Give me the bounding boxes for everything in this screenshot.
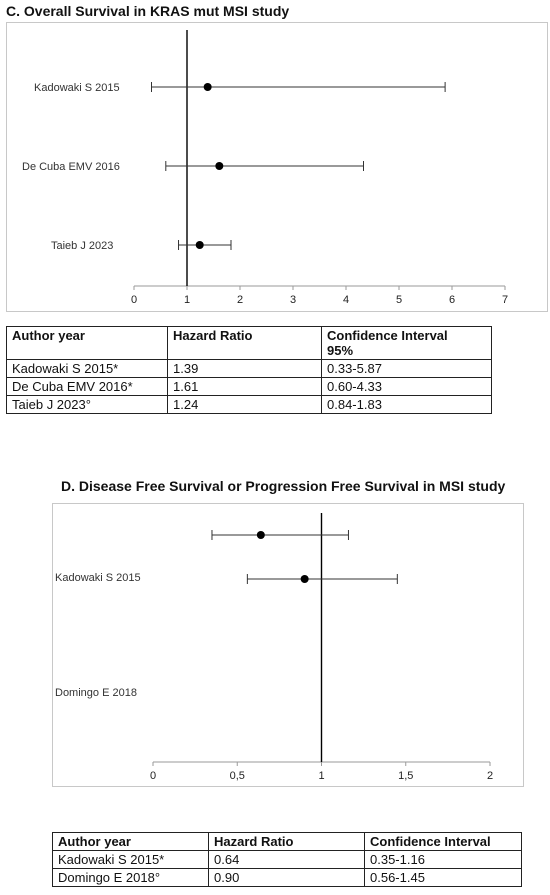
x-tick-label: 7 <box>501 294 509 306</box>
table-cell: 1.24 <box>168 396 322 414</box>
table-header: Author year <box>53 833 209 851</box>
panel-c-title: C. Overall Survival in KRAS mut MSI study <box>6 3 290 19</box>
table-header: Author year <box>7 327 168 360</box>
table-row <box>7 378 492 396</box>
x-tick-label: 1 <box>318 770 325 782</box>
table-row <box>53 851 522 869</box>
table-cell: Kadowaki S 2015* <box>53 851 209 869</box>
x-tick-label: 0,5 <box>229 770 245 782</box>
table-cell: Kadowaki S 2015* <box>7 360 168 378</box>
table-header: Hazard Ratio <box>209 833 365 851</box>
hazard-ratio-point <box>215 162 223 170</box>
table-cell: 0.33-5.87 <box>322 360 492 378</box>
x-tick-label: 0 <box>130 294 138 306</box>
panel-c-forest-plot <box>0 0 550 320</box>
table-cell: 0.90 <box>209 869 365 887</box>
table-cell: Domingo E 2018° <box>53 869 209 887</box>
x-tick-label: 4 <box>342 294 350 306</box>
study-label: Kadowaki S 2015 <box>55 572 141 584</box>
table-cell: 0.60-4.33 <box>322 378 492 396</box>
table-cell: 1.39 <box>168 360 322 378</box>
table-cell: De Cuba EMV 2016* <box>7 378 168 396</box>
panel-d-title: D. Disease Free Survival or Progression Free Survival in MSI study <box>61 478 506 494</box>
panel-d-table <box>52 832 522 887</box>
panel-d-forest-plot <box>0 495 550 795</box>
study-label: De Cuba EMV 2016 <box>22 161 120 173</box>
table-row <box>7 396 492 414</box>
table-row <box>7 360 492 378</box>
hazard-ratio-point <box>196 241 204 249</box>
table-cell: 0.56-1.45 <box>365 869 522 887</box>
study-label: Domingo E 2018 <box>55 687 137 699</box>
table-header: Hazard Ratio <box>168 327 322 360</box>
table-row <box>53 869 522 887</box>
hazard-ratio-point <box>301 575 309 583</box>
table-cell: 0.35-1.16 <box>365 851 522 869</box>
x-tick-label: 0 <box>149 770 157 782</box>
x-tick-label: 1,5 <box>398 770 414 782</box>
hazard-ratio-point <box>204 83 212 91</box>
table-cell: 0.64 <box>209 851 365 869</box>
table-cell: 0.84-1.83 <box>322 396 492 414</box>
x-tick-label: 2 <box>486 770 494 782</box>
study-label: Kadowaki S 2015 <box>34 82 120 94</box>
x-tick-label: 5 <box>395 294 403 306</box>
study-label: Taieb J 2023 <box>51 240 114 252</box>
table-header: Confidence Interval 95% <box>322 327 492 360</box>
panel-c-table <box>6 326 492 414</box>
x-tick-label: 1 <box>183 294 191 306</box>
table-cell: 1.61 <box>168 378 322 396</box>
table-cell: Taieb J 2023° <box>7 396 168 414</box>
x-tick-label: 6 <box>448 294 456 306</box>
hazard-ratio-point <box>257 531 265 539</box>
x-tick-label: 3 <box>289 294 297 306</box>
x-tick-label: 2 <box>236 294 244 306</box>
table-header: Confidence Interval <box>365 833 522 851</box>
